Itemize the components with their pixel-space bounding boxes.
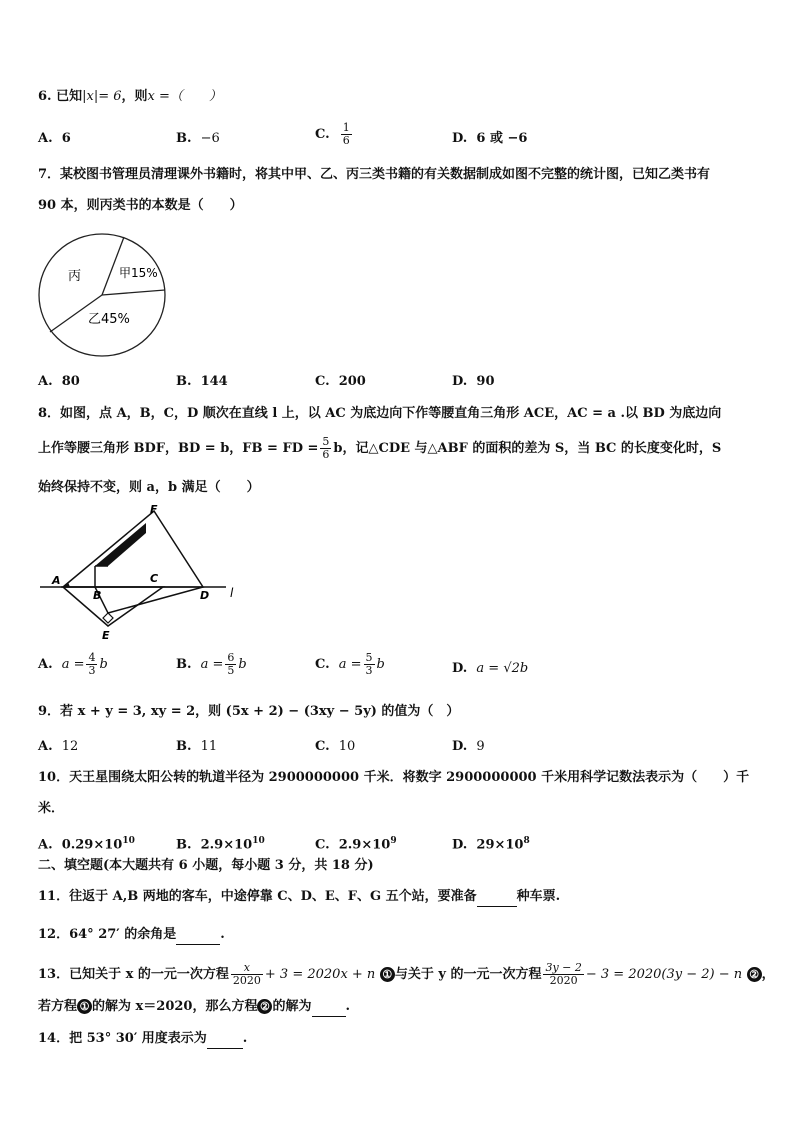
q9-option-c: C. 10 [315,739,356,754]
section-2-heading: 二、填空题(本大题共有 6 小题，每小题 3 分，共 18 分) [38,858,374,873]
q6-option-a: A. 6 [38,131,71,146]
q11-answer-blank[interactable] [477,888,517,907]
q7-stem-line1: 7．某校图书管理员清理课外书籍时，将其中甲、乙、丙三类书籍的有关数据制成如图不完整的统计图，已知乙类书有 [38,167,711,182]
q7-stem-line2: 90 本，则丙类书的本数是（ ） [38,198,243,213]
q10-option-d: D. $29\times 10^8$ [452,836,530,853]
q12-stem: 12．64° 27′ 的余角是 . [38,926,225,945]
pie-label-bing: 丙 [68,269,82,284]
q10-option-b: B. $2.9\times 10^{10}$ [176,836,265,853]
q10-option-a: A. $0.29\times 10^{10}$ [38,836,135,853]
q12-answer-blank[interactable] [176,926,220,945]
q13-stem-line2: 若方程 ① 的解为 x＝2020，那么方程 ② 的解为 . [38,998,350,1017]
q7-option-d: D. 90 [452,374,495,389]
q8-stem-line3: 始终保持不变，则 a，b 满足（ ） [38,480,260,495]
q6-stem: 6. 已知|x|= 6，则x =（ ） [38,89,222,104]
q9-option-b: B. 11 [176,739,218,754]
q10-stem-line2: 米． [38,801,65,816]
label-l: l [230,586,234,600]
label-D: D [200,589,210,602]
q13-answer-blank[interactable] [312,998,346,1017]
q7-option-a: A. 80 [38,374,80,389]
q14-answer-blank[interactable] [207,1030,243,1049]
q13-stem-line1: 13．已知关于 x 的一元一次方程 $\frac{x}{2020}$ + 3 = 2020x + n ① 与关于 y 的一元一次方程 $\frac{3y - 2}{2020}$ − 3 = 2020(3y − 2) − n ② ， [38,961,775,987]
q8-option-c: C. a = $\frac{5}{3}$ b [315,651,385,677]
label-F: F [150,503,158,516]
label-E: E [102,629,110,642]
q8-geometry-figure [36,503,246,643]
pie-label-jia: 甲15% [119,266,158,280]
q10-stem-line1: 10．天王星围绕太阳公转的轨道半径为 2900000000 千米．将数字 2900000000 千米用科学记数法表示为（ ）千 [38,770,750,785]
q8-stem-line2: 上作等腰三角形 BDF，BD = b，FB = FD = $\frac{5}{6}$ b，记△CDE 与△ABF 的面积的差为 S，当 BC 的长度变化时，S [38,435,722,461]
q9-option-d: D. 9 [452,739,485,754]
q14-stem: 14．把 53° 30′ 用度表示为 . [38,1030,247,1049]
q8-option-d: D. a = √2b [452,661,529,676]
q8-option-b: B. a = $\frac{6}{5}$ b [176,651,247,677]
label-C: C [150,572,159,585]
q6-option-d: D. 6 或 −6 [452,131,528,146]
q7-option-c: C. 200 [315,374,366,389]
q11-stem: 11．往返于 A,B 两地的客车，中途停靠 C、D、E、F、G 五个站，要准备 种车票. [38,888,560,907]
q6-option-b: B. −6 [176,131,220,146]
q6-option-c: C. $\frac{1}{6}$ [315,121,350,147]
label-B: B [93,589,102,602]
q9-stem: 9．若 x + y = 3, xy = 2，则 (5x + 2) − (3xy − 5y) 的值为（ ） [38,704,460,719]
q10-option-c: C. $2.9\times 10^9$ [315,836,397,853]
q7-option-b: B. 144 [176,374,228,389]
q8-option-a: A. a = $\frac{4}{3}$ b [38,651,108,677]
label-A: A [52,574,61,587]
pie-chart [36,232,170,360]
q9-option-a: A. 12 [38,739,79,754]
q8-stem-line1: 8．如图，点 A，B，C，D 顺次在直线 l 上，以 AC 为底边向下作等腰直角三角形 ACE，AC = a .以 BD 为底边向 [38,406,722,421]
pie-label-yi: 乙45% [88,312,130,327]
